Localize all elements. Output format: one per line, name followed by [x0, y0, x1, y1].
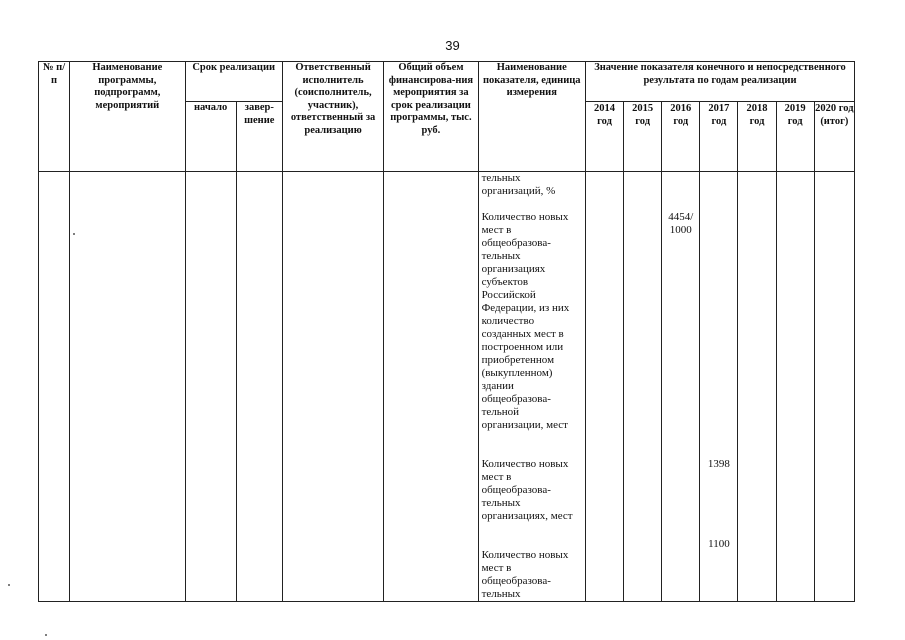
scan-speck — [45, 634, 47, 636]
header-year-2018: 2018 год — [738, 102, 776, 172]
header-term: Срок реализации — [185, 62, 282, 102]
header-indicator: Наименование показателя, единица измерения — [478, 62, 585, 172]
cell-2017 — [700, 172, 738, 602]
header-year-2019: 2019 год — [776, 102, 814, 172]
table-row — [39, 172, 855, 602]
cell-funding — [384, 172, 478, 602]
value-2016-line1: 4454/ — [668, 211, 694, 223]
cell-2018 — [738, 172, 776, 602]
header-name: Наименование программы, подпрограмм, мероприятий — [70, 62, 185, 172]
header-responsible: Ответственный исполнитель (соисполнитель, участник), ответственный за реализацию — [282, 62, 383, 172]
header-year-2020: 2020 год (итог) — [814, 102, 854, 172]
value-2017-b: 1100 — [708, 538, 730, 550]
cell-term-end — [236, 172, 282, 602]
indicator-1: тельных организаций, % — [481, 172, 556, 197]
header-term-end: завер-шение — [236, 102, 282, 172]
cell-indicator — [478, 172, 585, 602]
scan-speck — [73, 233, 75, 235]
scan-speck — [8, 584, 10, 586]
value-2017-a: 1398 — [707, 458, 730, 470]
cell-num — [39, 172, 70, 602]
cell-2014 — [585, 172, 623, 602]
cell-term-start — [185, 172, 236, 602]
header-year-2015: 2015 год — [624, 102, 662, 172]
header-funding: Общий объем финансирова-ния мероприятия за срок реализации программы, тыс. руб. — [384, 62, 478, 172]
header-term-start: начало — [185, 102, 236, 172]
value-2016-line2: 1000 — [669, 224, 692, 236]
program-table — [38, 61, 855, 602]
cell-2020 — [814, 172, 854, 602]
cell-2016 — [662, 172, 700, 602]
indicator-3: Количество новых мест в общеобразова-тельных организациях, мест — [481, 458, 573, 522]
cell-name — [70, 172, 185, 602]
header-year-2014: 2014 год — [585, 102, 623, 172]
indicator-4: Количество новых мест в общеобразова-тельных — [481, 549, 569, 600]
cell-2019 — [776, 172, 814, 602]
cell-responsible — [282, 172, 383, 602]
header-year-2017: 2017 год — [700, 102, 738, 172]
header-value-group: Значение показателя конечного и непосредственного результата по годам реализации — [585, 62, 854, 102]
indicator-2: Количество новых мест в общеобразова-тельных организациях субъектов Российской Федерации, из них количество созданных мест в построенном или приобретенном (выкупленном) здании общеобразова-тельной организации, мест — [481, 211, 570, 431]
page-number: 39 — [445, 38, 460, 53]
cell-2015 — [624, 172, 662, 602]
header-num: № п/п — [39, 62, 70, 172]
header-year-2016: 2016 год — [662, 102, 700, 172]
